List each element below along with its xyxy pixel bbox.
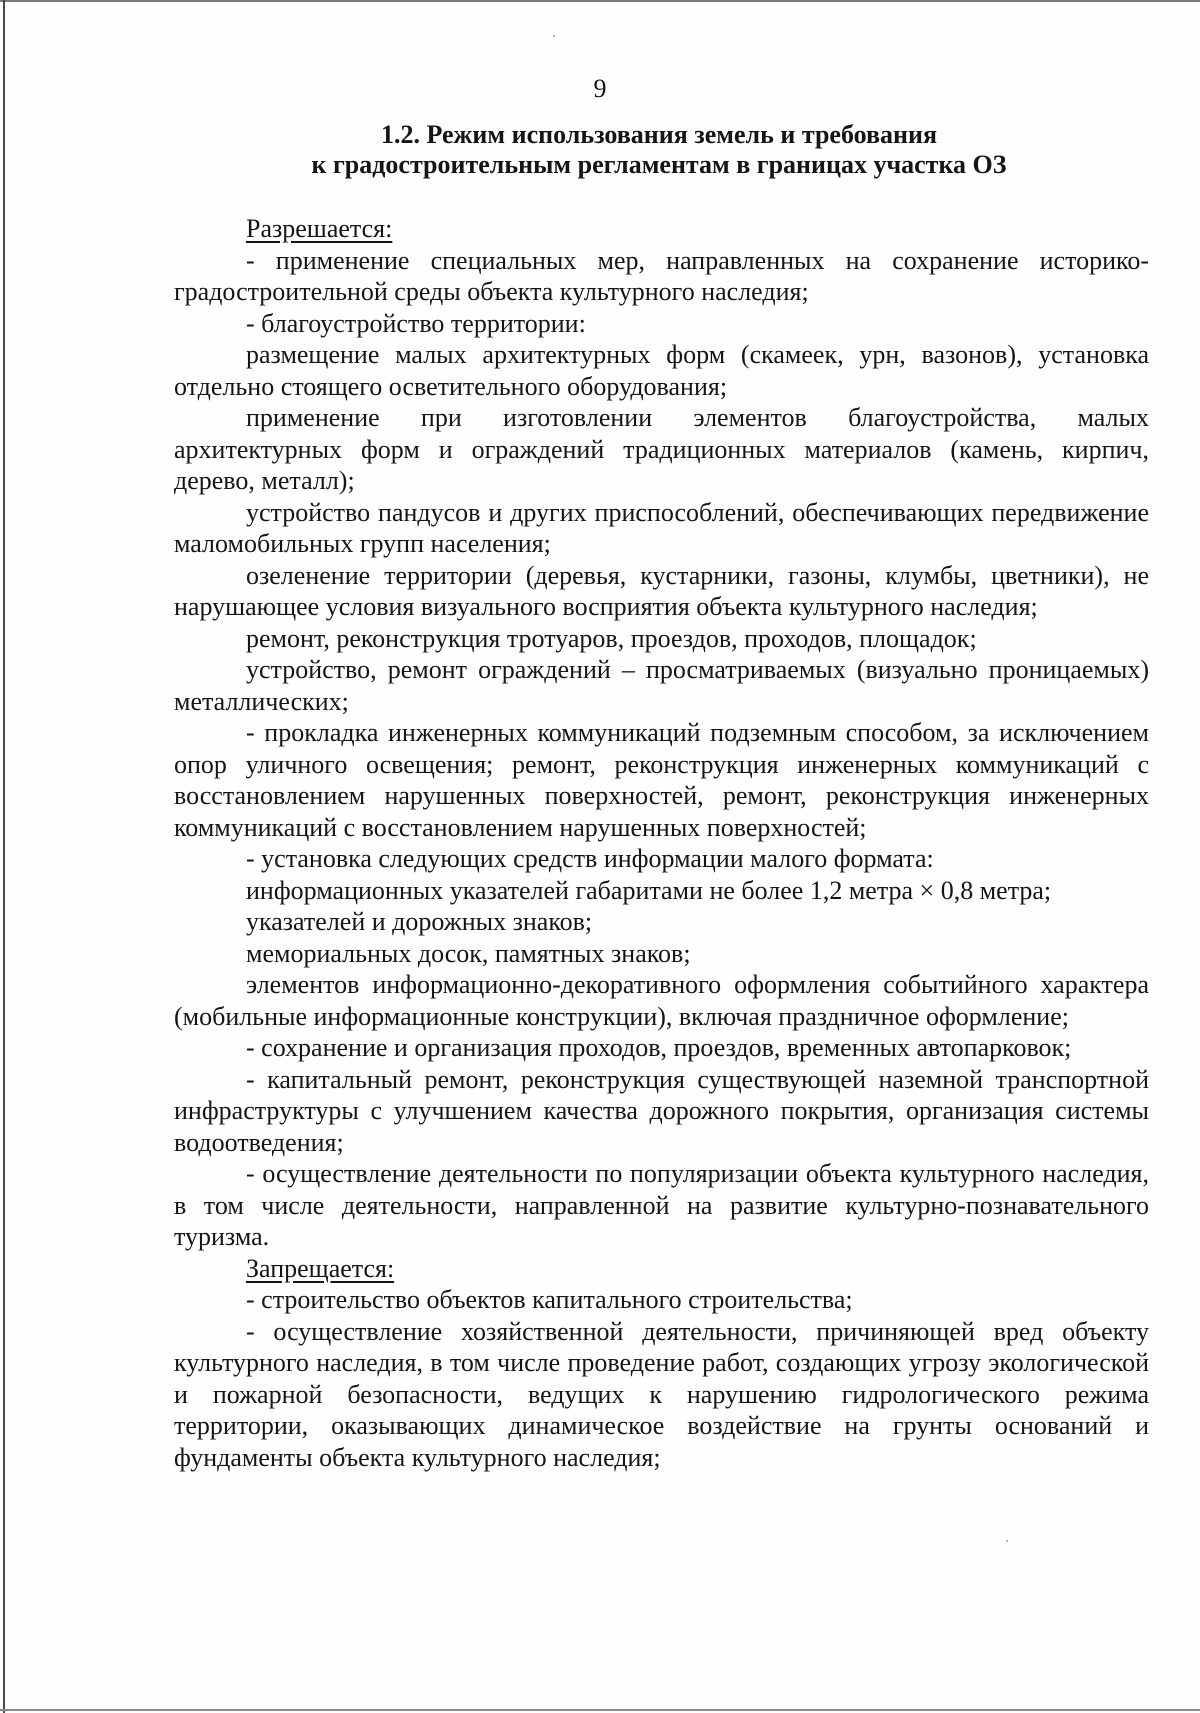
paragraph: указателей и дорожных знаков;: [246, 907, 593, 936]
paragraph: ремонт, реконструкция тротуаров, проездов, проходов, площадок;: [246, 623, 977, 653]
section-heading: [0, 120, 1200, 180]
paragraph: устройство пандусов и других приспособлений, обеспечивающих передвижение маломобильных групп населения;: [174, 497, 1149, 558]
paragraph: - сохранение и организация проходов, проездов, временных автопарковок;: [246, 1033, 1072, 1062]
section-heading-line-2: к градостроительным регламентам в границах участка ОЗ: [311, 150, 1007, 179]
paragraph: - установка следующих средств информации малого формата:: [246, 844, 934, 873]
paragraph: размещение малых архитектурных форм (скамеек, урн, вазонов), установка отдельно стоящего осветительного оборудования;: [174, 340, 1149, 401]
page-number: 9: [593, 74, 607, 103]
scan-speck: [1006, 1540, 1008, 1542]
paragraph: - осуществление деятельности по популяризации объекта культурного наследия, в том числе деятельности, направленной на развитие культурно-познавательного туризма.: [174, 1159, 1149, 1251]
paragraph: мемориальных досок, памятных знаков;: [246, 938, 691, 968]
paragraph: - строительство объектов капитального строительства;: [246, 1285, 853, 1314]
paragraph: - капитальный ремонт, реконструкция существующей наземной транспортной инфраструктуры с улучшением качества дорожного покрытия, организация системы водоотведения;: [174, 1064, 1149, 1157]
paragraph: - применение специальных мер, направленных на сохранение историко-градостроительной среды объекта культурного наследия;: [174, 245, 1149, 306]
paragraph: информационных указателей габаритами не более 1,2 метра × 0,8 метра;: [246, 875, 1052, 905]
allowed-subheading: Разрешается:: [246, 214, 393, 243]
paragraph: - прокладка инженерных коммуникаций подземным способом, за исключением опор уличного освещения; ремонт, реконструкция инженерных коммуникаций с восстановлением нарушенных поверхностей, ремонт, реконструкция инженерных коммуникаций с восстановлением нарушенных поверхностей;: [174, 718, 1149, 842]
paragraph: устройство, ремонт ограждений – просматриваемых (визуально проницаемых) металлических;: [174, 655, 1149, 716]
scan-border-top: [0, 0, 1200, 2]
paragraph: - осуществление хозяйственной деятельности, причиняющей вред объекту культурного наследия, в том числе проведение работ, создающих угрозу экологической и пожарной безопасности, ведущих к нарушению гидрологического режима территории, оказывающих динамическое воздействие на грунты оснований и фундаменты объекта культурного наследия;: [174, 1316, 1149, 1472]
paragraph: озеленение территории (деревья, кустарники, газоны, клумбы, цветники), не нарушающее условия визуального восприятия объекта культурного наследия;: [174, 560, 1149, 621]
section-heading-line-1: 1.2. Режим использования земель и требования: [380, 120, 938, 149]
paragraph: - благоустройство территории:: [246, 308, 586, 338]
scan-border-bottom: [0, 1709, 1200, 1711]
paragraph: элементов информационно-декоративного оформления событийного характера (мобильные информационные конструкции), включая праздничное оформление;: [174, 970, 1149, 1031]
paragraph: применение при изготовлении элементов благоустройства, малых архитектурных форм и ограждений традиционных материалов (камень, кирпич, дерево, металл);: [174, 403, 1149, 495]
document-body: [174, 213, 1149, 1473]
prohibited-subheading: Запрещается:: [246, 1253, 395, 1283]
scan-speck: [553, 35, 555, 37]
scan-border-left: [3, 0, 5, 1713]
